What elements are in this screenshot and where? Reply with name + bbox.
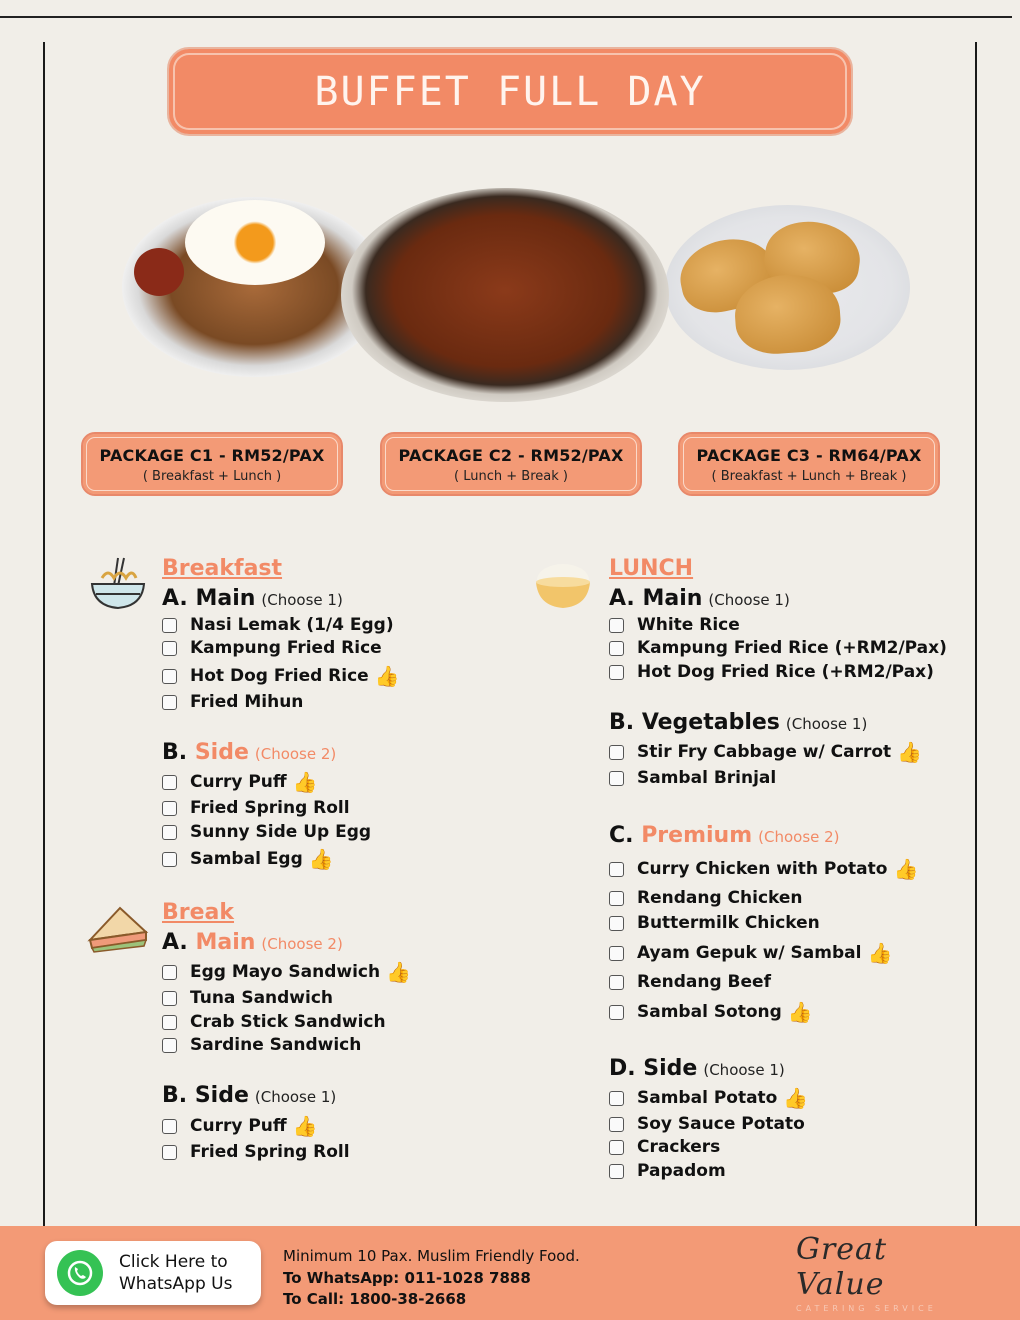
package-subtitle: ( Lunch + Break )	[454, 469, 568, 484]
menu-item[interactable]	[162, 798, 350, 818]
footer-note: Minimum 10 Pax. Muslim Friendly Food.	[283, 1247, 580, 1265]
item-label: Egg Mayo Sandwich	[190, 962, 381, 982]
menu-item[interactable]	[609, 972, 771, 992]
checkbox[interactable]	[609, 665, 624, 680]
item-label: Crackers	[637, 1137, 721, 1157]
choose-note: (Choose 1)	[703, 1061, 785, 1079]
footer-phone[interactable]: To Call: 1800-38-2668	[283, 1290, 467, 1308]
menu-item[interactable]	[609, 662, 934, 682]
section-label: Side	[643, 1056, 698, 1081]
item-label: Fried Spring Roll	[190, 798, 350, 818]
choose-note: (Choose 1)	[785, 715, 868, 733]
item-label: Sardine Sandwich	[190, 1035, 362, 1055]
checkbox[interactable]	[162, 775, 177, 790]
checkbox[interactable]	[162, 965, 177, 980]
break-side-heading	[162, 1083, 336, 1108]
title-banner	[167, 47, 853, 136]
thumbs-up-icon: 👍	[292, 1114, 318, 1138]
choose-note: (Choose 2)	[261, 935, 343, 953]
checkbox[interactable]	[609, 946, 624, 961]
item-label: Sambal Egg	[190, 849, 303, 869]
menu-item[interactable]	[609, 913, 820, 933]
menu-item[interactable]	[609, 768, 776, 788]
section-label: Main	[195, 930, 256, 955]
checkbox[interactable]	[609, 1005, 624, 1020]
checkbox[interactable]	[609, 771, 624, 786]
lunch-side-heading	[609, 1056, 785, 1081]
item-label: Sambal Potato	[637, 1088, 778, 1108]
checkbox[interactable]	[162, 1145, 177, 1160]
logo-text: Great Value	[796, 1232, 888, 1302]
checkbox[interactable]	[609, 618, 624, 633]
top-rule	[0, 16, 1012, 18]
thumbs-up-icon: 👍	[783, 1086, 809, 1110]
package-subtitle: ( Breakfast + Lunch + Break )	[711, 469, 907, 484]
thumbs-up-icon: 👍	[374, 664, 400, 688]
break-heading: Break	[162, 900, 235, 925]
menu-item[interactable]	[609, 888, 803, 908]
thumbs-up-icon: 👍	[292, 770, 318, 794]
breakfast-heading: Breakfast	[162, 556, 283, 581]
menu-item[interactable]	[162, 988, 333, 1008]
item-label: Sambal Brinjal	[637, 768, 777, 788]
thumbs-up-icon: 👍	[893, 857, 919, 881]
thumbs-up-icon: 👍	[386, 960, 412, 984]
menu-item[interactable]	[609, 740, 922, 764]
rice-bowl-icon	[533, 556, 593, 612]
noodle-bowl-icon	[88, 556, 148, 612]
footer-whatsapp[interactable]: To WhatsApp: 011-1028 7888	[283, 1268, 531, 1287]
breakfast-side-heading	[162, 740, 336, 765]
whatsapp-button[interactable]	[45, 1241, 261, 1305]
package-title: PACKAGE C2 - RM52/PAX	[398, 446, 624, 465]
section-letter: A.	[162, 586, 188, 611]
item-label: Hot Dog Fried Rice	[190, 666, 369, 686]
item-label: Sunny Side Up Egg	[190, 822, 372, 842]
checkbox[interactable]	[162, 991, 177, 1006]
section-letter: B.	[162, 1083, 188, 1108]
checkbox[interactable]	[162, 618, 177, 633]
item-label: Rendang Beef	[637, 972, 771, 992]
menu-item[interactable]	[162, 615, 394, 635]
item-label: Rendang Chicken	[637, 888, 803, 908]
checkbox[interactable]	[162, 852, 177, 867]
section-letter: B.	[162, 740, 188, 765]
item-label: Crab Stick Sandwich	[190, 1012, 386, 1032]
item-label: Hot Dog Fried Rice (+RM2/Pax)	[637, 662, 934, 682]
fried-egg-image	[185, 200, 325, 285]
item-label: Buttermilk Chicken	[637, 913, 820, 933]
lunch-main-heading	[609, 586, 790, 611]
item-label: Fried Spring Roll	[190, 1142, 350, 1162]
lunch-heading: LUNCH	[609, 556, 694, 581]
item-label: Papadom	[637, 1161, 726, 1181]
menu-item[interactable]	[609, 1086, 808, 1110]
item-label: Sambal Sotong	[637, 1002, 782, 1022]
package-title: PACKAGE C3 - RM64/PAX	[696, 446, 922, 465]
package-c3	[678, 432, 940, 496]
break-main-heading	[162, 930, 343, 955]
menu-item[interactable]	[609, 1000, 813, 1024]
menu-item[interactable]	[162, 1142, 350, 1162]
menu-item[interactable]	[162, 1114, 318, 1138]
choose-note: (Choose 2)	[758, 828, 840, 846]
checkbox[interactable]	[609, 975, 624, 990]
item-label: Soy Sauce Potato	[637, 1114, 805, 1134]
section-letter: A.	[609, 586, 635, 611]
lunch-veg-heading	[609, 710, 867, 735]
item-label: Fried Mihun	[190, 692, 304, 712]
menu-item[interactable]	[162, 664, 400, 688]
menu-item[interactable]	[162, 638, 382, 658]
menu-item[interactable]	[162, 1012, 386, 1032]
item-label: Stir Fry Cabbage w/ Carrot	[637, 742, 892, 762]
package-c1	[81, 432, 343, 496]
menu-item[interactable]	[609, 941, 892, 965]
footer-info	[283, 1246, 580, 1311]
thumbs-up-icon: 👍	[787, 1000, 813, 1024]
item-label: Kampung Fried Rice (+RM2/Pax)	[637, 638, 947, 658]
item-label: Nasi Lemak (1/4 Egg)	[190, 615, 394, 635]
item-label: Curry Puff	[190, 772, 287, 792]
breakfast-main-heading	[162, 586, 343, 611]
menu-item[interactable]	[162, 822, 371, 842]
menu-item[interactable]	[609, 857, 918, 881]
section-label: Vegetables	[641, 710, 780, 735]
section-label: Premium	[641, 823, 753, 848]
checkbox[interactable]	[162, 695, 177, 710]
sambal-image	[134, 248, 184, 296]
whatsapp-icon	[57, 1250, 103, 1296]
item-label: Curry Puff	[190, 1116, 287, 1136]
checkbox[interactable]	[609, 891, 624, 906]
package-c2	[380, 432, 642, 496]
checkbox[interactable]	[609, 641, 624, 656]
item-label: Curry Chicken with Potato	[637, 859, 888, 879]
section-label: Side	[194, 740, 249, 765]
menu-item[interactable]	[162, 960, 411, 984]
item-label: White Rice	[637, 615, 740, 635]
checkbox[interactable]	[162, 669, 177, 684]
section-label: Main	[642, 586, 703, 611]
logo-tagline: CATERING SERVICE	[796, 1304, 937, 1313]
section-label: Side	[194, 1083, 249, 1108]
checkbox[interactable]	[162, 641, 177, 656]
thumbs-up-icon: 👍	[308, 847, 334, 871]
left-border	[43, 42, 45, 1227]
section-letter: B.	[609, 710, 635, 735]
checkbox[interactable]	[609, 916, 624, 931]
menu-item[interactable]	[609, 1137, 720, 1157]
menu-item[interactable]	[609, 615, 740, 635]
checkbox[interactable]	[162, 825, 177, 840]
chicken-bowl-image	[341, 188, 669, 402]
choose-note: (Choose 1)	[254, 1088, 337, 1106]
section-label: Main	[195, 586, 256, 611]
checkbox[interactable]	[162, 1038, 177, 1053]
checkbox[interactable]	[609, 1164, 624, 1179]
choose-note: (Choose 1)	[261, 591, 343, 609]
choose-note: (Choose 1)	[708, 591, 790, 609]
menu-item[interactable]	[162, 1035, 361, 1055]
menu-item[interactable]	[162, 847, 334, 871]
package-subtitle: ( Breakfast + Lunch )	[142, 469, 282, 484]
checkbox[interactable]	[162, 1015, 177, 1030]
menu-item[interactable]	[162, 692, 303, 712]
checkbox[interactable]	[609, 745, 624, 760]
choose-note: (Choose 2)	[254, 745, 337, 763]
checkbox[interactable]	[609, 1117, 624, 1132]
menu-item[interactable]	[162, 770, 318, 794]
page-title: BUFFET FULL DAY	[314, 68, 706, 115]
section-letter: C.	[609, 823, 634, 848]
menu-item[interactable]	[609, 638, 947, 658]
checkbox[interactable]	[609, 862, 624, 877]
item-label: Tuna Sandwich	[190, 988, 334, 1008]
item-label: Ayam Gepuk w/ Sambal	[637, 943, 862, 963]
checkbox[interactable]	[609, 1091, 624, 1106]
item-label: Kampung Fried Rice	[190, 638, 382, 658]
menu-item[interactable]	[609, 1114, 805, 1134]
sandwich-icon	[86, 902, 150, 954]
brand-logo	[796, 1232, 962, 1312]
thumbs-up-icon: 👍	[867, 941, 893, 965]
section-letter: D.	[609, 1056, 636, 1081]
checkbox[interactable]	[162, 1119, 177, 1134]
lunch-premium-heading	[609, 823, 840, 848]
right-border	[975, 42, 977, 1227]
section-letter: A.	[162, 930, 188, 955]
thumbs-up-icon: 👍	[897, 740, 923, 764]
package-title: PACKAGE C1 - RM52/PAX	[99, 446, 325, 465]
checkbox[interactable]	[609, 1140, 624, 1155]
whatsapp-button-label: Click Here to WhatsApp Us	[119, 1252, 233, 1294]
checkbox[interactable]	[162, 801, 177, 816]
menu-item[interactable]	[609, 1161, 726, 1181]
